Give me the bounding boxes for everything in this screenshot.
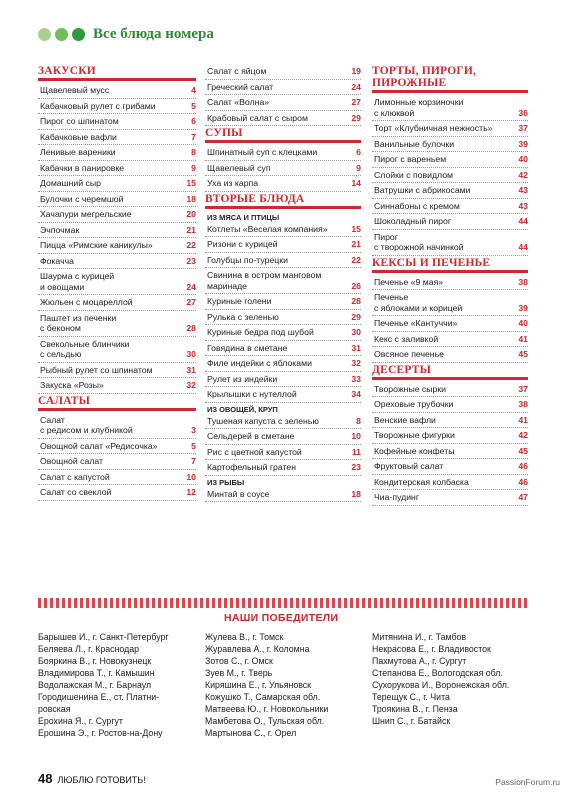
winner-entry: Городишенина Е., ст. Платни- (38, 692, 160, 702)
recipe-row (38, 413, 196, 439)
recipe-title: Кофейные конфеты (374, 445, 455, 456)
recipe-row (205, 414, 361, 430)
recipe-page-number: 46 (518, 476, 528, 487)
recipe-title: Чиа-пудинг (374, 492, 420, 502)
recipe-page-number: 42 (518, 169, 528, 180)
recipe-title: Ореховые трубочки (374, 399, 454, 409)
recipe-row (38, 238, 196, 254)
recipe-title: Синнабоны с кремом (374, 200, 460, 211)
winner-entry: Водолажская М., г. Барнаул (38, 680, 152, 690)
winners-decorative-band (38, 598, 528, 608)
recipe-page-number: 24 (186, 281, 196, 292)
recipe-row (38, 485, 196, 501)
recipe-title: Щавелевый суп (207, 162, 271, 173)
section-heading: ДЕСЕРТЫ (372, 363, 528, 380)
recipe-title: Салат с редисом и клубникой (40, 414, 133, 435)
recipe-row (38, 114, 196, 130)
winners-title: НАШИ ПОБЕДИТЕЛИ (218, 612, 344, 624)
winners-column-2 (205, 631, 365, 739)
recipe-title: Овсяное печенье (374, 349, 444, 359)
page-header (38, 26, 214, 43)
recipe-title: Крылышки с нутеллой (207, 389, 297, 399)
recipe-title: Лимонные корзиночки с клюквой (374, 97, 464, 118)
recipe-title: Жюльен с моцареллой (40, 297, 133, 307)
recipe-page-number: 28 (351, 296, 361, 306)
recipe-page-number: 14 (351, 178, 361, 188)
recipe-title: Домашний сыр (40, 178, 101, 188)
recipe-row (38, 207, 196, 223)
recipe-row (372, 316, 528, 332)
recipe-page-number: 18 (351, 488, 361, 499)
recipe-row (205, 237, 361, 253)
recipe-page-number: 30 (351, 327, 361, 337)
winner-entry: Митянина И., г. Тамбов (372, 632, 467, 642)
winner-entry: Киряшина Е., г. Ульяновск (205, 680, 312, 690)
recipe-row (38, 130, 196, 146)
recipe-row (372, 152, 528, 168)
recipe-title: Пицца «Римские каникулы» (40, 240, 153, 250)
recipe-title: Творожные фигурки (374, 430, 455, 440)
recipe-page-number: 44 (518, 216, 528, 226)
recipe-page-number: 21 (351, 239, 361, 249)
recipe-page-number: 6 (356, 147, 361, 157)
recipe-title: Куриные голени (207, 296, 272, 306)
section-heading: КЕКСЫ И ПЕЧЕНЬЕ (372, 256, 528, 273)
recipe-page-number: 36 (518, 107, 528, 118)
recipe-row (372, 382, 528, 398)
recipe-page-number: 3 (191, 425, 196, 435)
recipe-page-number: 23 (351, 462, 361, 472)
recipe-page-number: 29 (351, 112, 361, 123)
winner-entry: Жулева В., г. Томск (205, 632, 284, 642)
recipe-title: Паштет из печенки с беконом (40, 312, 117, 333)
winner-entry: Мартынова С., г. Орел (205, 728, 297, 738)
recipe-page-number: 22 (186, 240, 196, 250)
recipe-page-number: 19 (351, 66, 361, 76)
recipe-title: Греческий салат (207, 81, 274, 92)
recipe-page-number: 9 (356, 162, 361, 173)
recipe-row (38, 223, 196, 239)
recipe-title: Говядина в сметане (207, 342, 288, 353)
winner-entry: ровская (38, 704, 71, 714)
recipe-row (372, 444, 528, 460)
recipe-row (205, 145, 361, 161)
recipe-title: Пирог со шпинатом (40, 116, 119, 126)
recipe-row (205, 487, 361, 503)
watermark: PassionForum.ru (495, 777, 560, 787)
recipe-row (205, 325, 361, 341)
recipe-row (38, 99, 196, 115)
recipe-row (372, 275, 528, 291)
recipe-page-number: 21 (186, 224, 196, 235)
winner-entry: Зуев М., г. Тверь (205, 668, 273, 678)
recipe-title: Венские вафли (374, 414, 436, 425)
recipe-row (205, 161, 361, 177)
winner-entry: Матвеева Ю., г. Новокольники (205, 704, 329, 714)
recipe-title: Шаурма с курицей и овощами (40, 271, 115, 292)
recipe-title: Фруктовый салат (374, 461, 444, 471)
recipe-title: Ризони с курицей (207, 239, 278, 249)
green-dot-icon (55, 28, 68, 41)
recipe-row (38, 470, 196, 486)
recipe-title: Ватрушки с абрикосами (374, 185, 471, 195)
recipe-page-number: 15 (351, 223, 361, 234)
recipe-title: Ванильные булочки (374, 138, 455, 149)
recipe-row (205, 176, 361, 192)
recipe-page-number: 29 (351, 311, 361, 322)
recipe-row (205, 253, 361, 269)
recipe-title: Рулька с зеленью (207, 311, 279, 322)
column-2 (205, 64, 361, 502)
subsection-heading: ИЗ РЫБЫ (207, 477, 245, 487)
recipe-page-number: 18 (186, 193, 196, 204)
recipe-page-number: 45 (518, 349, 528, 359)
recipe-row (372, 214, 528, 230)
recipe-page-number: 7 (191, 456, 196, 466)
recipe-row (205, 294, 361, 310)
winner-entry: Сухорукова И., Воронежская обл. (372, 680, 510, 690)
winner-entry: Некрасова Е., г. Владивосток (372, 644, 491, 654)
recipe-page-number: 27 (186, 297, 196, 307)
recipe-row (205, 372, 361, 388)
recipe-row (38, 295, 196, 311)
recipe-row (205, 445, 361, 461)
light-green-dot-icon (38, 28, 51, 41)
recipe-page-number: 8 (356, 415, 361, 426)
recipe-title: Пирог с творожной начинкой (374, 231, 464, 252)
winners-column-1 (38, 631, 203, 739)
winner-entry: Троякина В., г. Пенза (372, 704, 458, 714)
recipe-title: Торт «Клубничная нежность» (374, 123, 493, 133)
recipe-row (205, 310, 361, 326)
recipe-row (38, 145, 196, 161)
recipe-page-number: 47 (518, 492, 528, 502)
section-heading: ЗАКУСКИ (38, 64, 196, 81)
recipe-row (205, 268, 361, 294)
recipe-title: Щавелевый мусс (40, 85, 110, 95)
recipe-title: Кекс с заливкой (374, 333, 439, 344)
winner-entry: Ерохина Я., г. Сургут (38, 716, 123, 726)
recipe-page-number: 32 (351, 358, 361, 368)
recipe-title: Сельдерей в сметане (207, 431, 295, 441)
recipe-page-number: 31 (186, 364, 196, 375)
winner-entry: Ерошина Э., г. Ростов-на-Дону (38, 728, 163, 738)
recipe-title: Печенье с яблоками и корицей (374, 292, 463, 313)
recipe-title: Овощной салат (40, 456, 104, 466)
recipe-row (372, 183, 528, 199)
recipe-page-number: 32 (186, 380, 196, 390)
recipe-page-number: 44 (518, 242, 528, 252)
recipe-page-number: 38 (518, 276, 528, 287)
recipe-page-number: 41 (518, 414, 528, 425)
recipe-row (372, 475, 528, 491)
recipe-page-number: 10 (351, 431, 361, 441)
recipe-title: Слойки с повидлом (374, 169, 453, 180)
recipe-row (205, 80, 361, 96)
winners-column-3 (372, 631, 532, 727)
recipe-title: Пирог с вареньем (374, 154, 447, 164)
recipe-row (38, 454, 196, 470)
recipe-title: Салат «Волна» (207, 97, 270, 107)
recipe-row (372, 168, 528, 184)
section-heading: СУПЫ (205, 126, 361, 143)
recipe-row (205, 387, 361, 403)
recipe-row (38, 337, 196, 363)
recipe-page-number: 46 (518, 461, 528, 471)
recipe-row (205, 111, 361, 127)
recipe-page-number: 12 (186, 487, 196, 497)
recipe-row (372, 347, 528, 363)
recipe-page-number: 41 (518, 333, 528, 344)
page-number: 48 (38, 771, 53, 786)
recipe-page-number: 11 (351, 446, 361, 457)
winner-entry: Степанова Е., Вологодская обл. (372, 668, 503, 678)
recipe-title: Кабачковый рулет с грибами (40, 100, 156, 111)
winner-entry: Барышев И., г. Санкт-Петербург (38, 632, 169, 642)
recipe-title: Минтай в соусе (207, 488, 270, 499)
recipe-title: Шоколадный пирог (374, 216, 451, 226)
recipe-title: Булочки с черемшой (40, 193, 124, 204)
recipe-page-number: 22 (351, 254, 361, 265)
recipe-page-number: 40 (518, 154, 528, 164)
section-heading: ВТОРЫЕ БЛЮДА (205, 192, 361, 209)
recipe-row (372, 230, 528, 256)
recipe-title: Тушеная капуста с зеленью (207, 415, 319, 426)
recipe-row (372, 95, 528, 121)
winner-entry: Бояркина В., г. Новокузнецк (38, 656, 152, 666)
recipe-page-number: 26 (351, 280, 361, 291)
recipe-page-number: 5 (191, 100, 196, 111)
recipe-title: Ленивые вареники (40, 147, 116, 157)
recipe-row (372, 332, 528, 348)
recipe-title: Творожные сырки (374, 383, 447, 394)
column-1 (38, 64, 196, 501)
recipe-row (372, 199, 528, 215)
recipe-title: Рис с цветной капустой (207, 446, 302, 457)
recipe-row (372, 413, 528, 429)
recipe-page-number: 28 (186, 323, 196, 333)
recipe-page-number: 43 (518, 185, 528, 195)
recipe-row (38, 192, 196, 208)
recipe-row (38, 363, 196, 379)
recipe-title: Закуска «Розы» (40, 380, 104, 390)
recipe-page-number: 24 (351, 81, 361, 92)
recipe-page-number: 23 (186, 255, 196, 266)
recipe-title: Уха из карпа (207, 178, 259, 188)
recipe-page-number: 39 (518, 302, 528, 313)
recipe-page-number: 37 (518, 123, 528, 133)
recipe-row (205, 95, 361, 111)
recipe-page-number: 6 (191, 116, 196, 126)
winner-entry: Журавлева А., г. Коломна (205, 644, 310, 654)
recipe-page-number: 4 (191, 85, 196, 95)
recipe-title: Котлеты «Веселая компания» (207, 223, 328, 234)
winner-entry: Пахмутова А., г. Сургут (372, 656, 467, 666)
recipe-page-number: 30 (186, 349, 196, 359)
recipe-page-number: 10 (186, 471, 196, 482)
magazine-name: ЛЮБЛЮ ГОТОВИТЬ! (57, 775, 146, 785)
winner-entry: Шнип С., г. Батайск (372, 716, 451, 726)
page-footer (38, 771, 146, 786)
recipe-page-number: 5 (191, 440, 196, 451)
recipe-page-number: 8 (191, 147, 196, 157)
recipe-row (372, 428, 528, 444)
recipe-title: Салат со свеклой (40, 487, 112, 497)
recipe-page-number: 43 (518, 200, 528, 211)
recipe-page-number: 20 (186, 209, 196, 219)
recipe-title: Печенье «9 мая» (374, 276, 444, 287)
winner-entry: Терещук С., г. Чита (372, 692, 450, 702)
recipe-row (38, 439, 196, 455)
column-3 (372, 64, 528, 506)
recipe-row (372, 290, 528, 316)
recipe-page-number: 45 (518, 445, 528, 456)
recipe-row (38, 254, 196, 270)
recipe-title: Печенье «Кантуччи» (374, 318, 458, 328)
recipe-title: Рулет из индейки (207, 373, 278, 384)
recipe-title: Кабачковые вафли (40, 131, 117, 142)
recipe-row (38, 83, 196, 99)
recipe-row (205, 341, 361, 357)
section-heading: ТОРТЫ, ПИРОГИ, ПИРОЖНЫЕ (372, 64, 528, 93)
recipe-row (38, 161, 196, 177)
recipe-title: Фокачча (40, 255, 74, 266)
recipe-page-number: 31 (351, 342, 361, 353)
winner-entry: Беляева Л., г. Краснодар (38, 644, 139, 654)
recipe-title: Картофельный гратен (207, 462, 296, 472)
recipe-page-number: 33 (351, 373, 361, 384)
recipe-page-number: 7 (191, 131, 196, 142)
recipe-title: Кабачки в панировке (40, 162, 125, 173)
winner-entry: Зотов С., г. Омск (205, 656, 273, 666)
dark-green-dot-icon (72, 28, 85, 41)
recipe-row (372, 121, 528, 137)
recipe-page-number: 42 (518, 430, 528, 440)
section-heading: САЛАТЫ (38, 394, 196, 411)
recipe-title: Салат с капустой (40, 471, 110, 482)
recipe-row (205, 64, 361, 80)
winner-entry: Кожушко Т., Самарская обл. (205, 692, 321, 702)
subsection-heading: ИЗ ОВОЩЕЙ, КРУП (207, 404, 278, 414)
recipe-page-number: 27 (351, 97, 361, 107)
recipe-row (205, 356, 361, 372)
recipe-title: Филе индейки с яблоками (207, 358, 312, 368)
recipe-title: Куриные бедра под шубой (207, 327, 314, 337)
recipe-row (205, 429, 361, 445)
winner-entry: Владимирова Т., г. Камышин (38, 668, 155, 678)
recipe-row (372, 397, 528, 413)
recipe-page-number: 34 (351, 389, 361, 399)
recipe-page-number: 15 (186, 178, 196, 188)
recipe-page-number: 9 (191, 162, 196, 173)
recipe-row (38, 176, 196, 192)
recipe-row (38, 311, 196, 337)
page-title: Все блюда номера (93, 26, 214, 42)
recipe-row (372, 137, 528, 153)
recipe-title: Овощной салат «Редисочка» (40, 440, 158, 451)
recipe-title: Голубцы по-турецки (207, 254, 288, 265)
recipe-row (205, 222, 361, 238)
recipe-row (205, 460, 361, 476)
winner-entry: Мамбетова О., Тульская обл. (205, 716, 325, 726)
recipe-row (372, 490, 528, 506)
recipe-title: Шпинатный суп с клецками (207, 147, 318, 157)
recipe-page-number: 37 (518, 383, 528, 394)
recipe-row (38, 378, 196, 394)
subsection-heading: ИЗ МЯСА И ПТИЦЫ (207, 212, 280, 222)
recipe-title: Крабовый салат с сыром (207, 112, 308, 123)
recipe-title: Хачапури мегрельские (40, 209, 132, 219)
recipe-title: Свекольные блинчики с сельдью (40, 338, 130, 359)
recipe-title: Эчпочмак (40, 224, 80, 235)
recipe-title: Салат с яйцом (207, 66, 267, 76)
recipe-row (372, 459, 528, 475)
recipe-title: Свинина в остром манговом маринаде (207, 270, 322, 291)
recipe-title: Кондитерская колбаска (374, 476, 469, 487)
recipe-row (38, 269, 196, 295)
recipe-page-number: 39 (518, 138, 528, 149)
recipe-page-number: 40 (518, 318, 528, 328)
recipe-title: Рыбный рулет со шпинатом (40, 364, 153, 375)
recipe-page-number: 38 (518, 399, 528, 409)
